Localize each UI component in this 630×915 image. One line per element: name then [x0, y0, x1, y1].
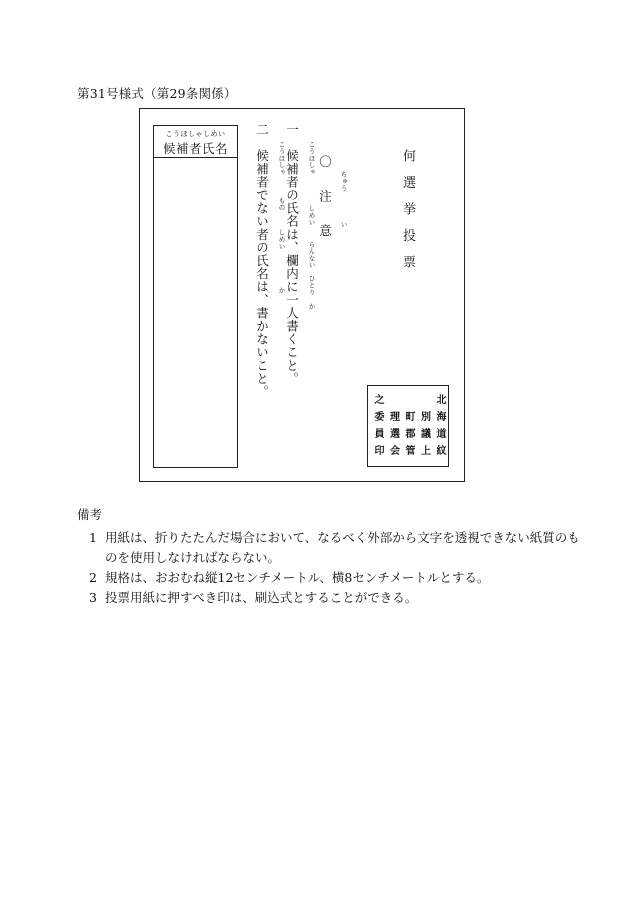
- instruction-1-ruby-kouhosha: こうほしゃ: [307, 141, 316, 175]
- candidate-name-label: 候補者氏名: [162, 141, 228, 156]
- candidate-name-box[interactable]: [153, 125, 238, 468]
- instruction-2-ruby-shimei: しめい: [277, 229, 286, 250]
- remark-item: [77, 528, 581, 568]
- seal-column-5: 之委員印: [372, 394, 383, 462]
- official-seal-text: [372, 390, 444, 462]
- instruction-2-ruby-mono: もの: [277, 197, 286, 211]
- seal-column-1: 北海道紋: [434, 394, 445, 462]
- instruction-2-ruby-kouhosha: こうほしゃ: [277, 141, 286, 175]
- notice-ruby-i: い: [339, 221, 348, 228]
- notice-ruby-chu: ちゅう: [339, 171, 348, 192]
- remarks-section: [77, 505, 581, 608]
- instruction-2-ruby-ka: か: [277, 287, 286, 294]
- notice-heading: 〇注意: [317, 155, 333, 259]
- official-seal: [367, 385, 449, 467]
- seal-column-4: 理選会: [387, 411, 399, 462]
- seal-column-3: 町郡管: [403, 411, 414, 462]
- instruction-1-ruby-shimei: しめい: [307, 205, 316, 226]
- remark-text: 用紙は、折りたたんだ場合において、なるべく外部から文字を透視できない紙質のものを使用しなければならない。: [105, 530, 580, 565]
- remark-item: [77, 568, 581, 588]
- remark-text: 投票用紙に押すべき印は、刷込式とすることができる。: [105, 590, 418, 605]
- ballot-title: 何選挙投票: [400, 149, 415, 282]
- remark-number: 2: [89, 570, 97, 585]
- candidate-name-ruby: こうほしゃしめい: [165, 130, 226, 138]
- instruction-1-ruby-rannai: らんない: [307, 241, 316, 269]
- remark-item: [77, 588, 581, 608]
- instruction-2: 二 候補者でない者の氏名は、書かないこと。: [254, 123, 270, 399]
- remarks-title: 備考: [77, 507, 103, 522]
- remark-number: 1: [89, 530, 97, 545]
- remark-text: 規格は、おおむね縦12センチメートル、横8センチメートルとする。: [105, 570, 490, 585]
- instruction-1-ruby-ka: か: [307, 303, 316, 310]
- remark-number: 3: [89, 590, 97, 605]
- ballot-paper: [139, 108, 465, 482]
- instruction-1-ruby-hitori: ひとり: [307, 275, 316, 296]
- candidate-name-header: [154, 126, 237, 158]
- form-title: 第31号様式（第29条関係）: [77, 86, 237, 101]
- instruction-1: 一 候補者の氏名は、欄内に一人書くこと。: [284, 123, 300, 385]
- seal-column-2: 別議上: [418, 411, 430, 462]
